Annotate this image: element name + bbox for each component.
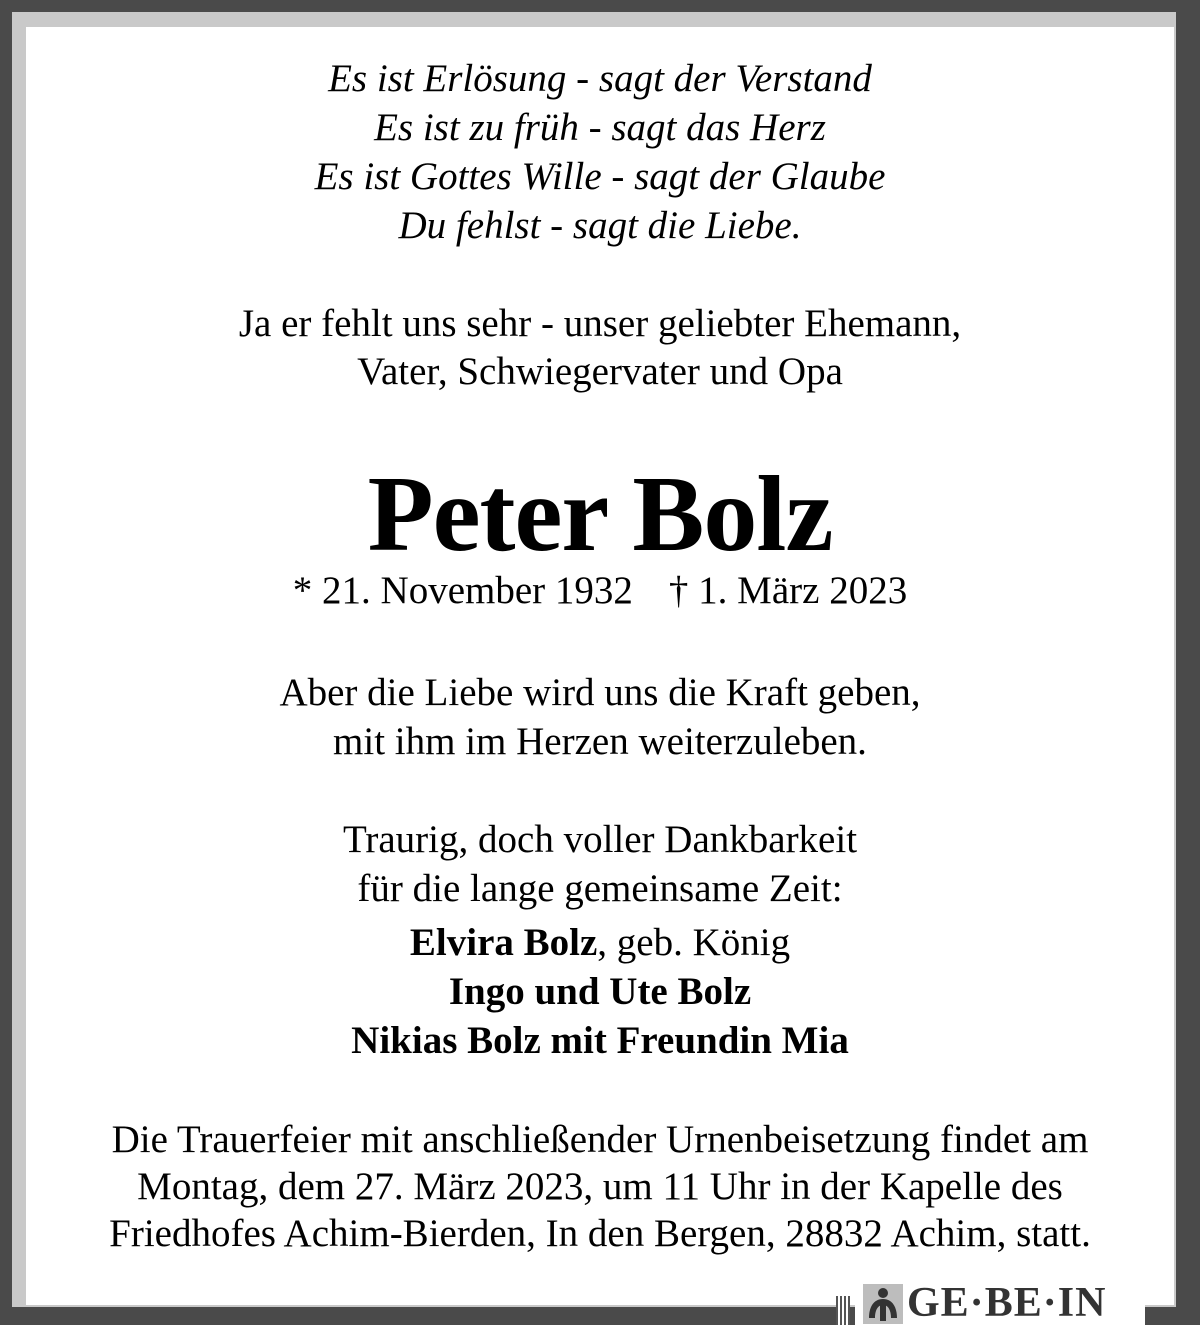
- figure-logo-icon: [863, 1284, 903, 1324]
- comfort-text: [0, 668, 1200, 766]
- family-son: Ingo und Ute Bolz: [448, 970, 752, 1013]
- service-line: Friedhofes Achim-Bierden, In den Bergen, 28832 Achim, statt.: [109, 1212, 1091, 1255]
- service-line: Montag, dem 27. März 2023, um 11 Uhr in der Kapelle des: [137, 1165, 1063, 1208]
- wife-suffix: , geb. König: [597, 921, 791, 964]
- deceased-name: Peter Bolz: [367, 455, 833, 574]
- intro-line: Vater, Schwiegervater und Opa: [357, 350, 843, 393]
- death-date: † 1. März 2023: [668, 569, 908, 612]
- poem-line: Du fehlst - sagt die Liebe.: [398, 204, 802, 247]
- logo-stripes: [836, 1296, 850, 1325]
- family-list: [0, 918, 1200, 1065]
- comfort-line: Aber die Liebe wird uns die Kraft geben,: [279, 671, 921, 714]
- poem: [0, 54, 1200, 250]
- family-grandson: Nikias Bolz mit Freundin Mia: [351, 1019, 849, 1062]
- intro-line: Ja er fehlt uns sehr - unser geliebter Ehemann,: [238, 302, 962, 345]
- poem-line: Es ist Erlösung - sagt der Verstand: [328, 57, 872, 100]
- birth-date: * 21. November 1932: [292, 569, 633, 612]
- comfort-line: mit ihm im Herzen weiterzuleben.: [333, 720, 867, 763]
- service-line: Die Trauerfeier mit anschließender Urnenbeisetzung findet am: [111, 1118, 1089, 1161]
- poem-line: Es ist zu früh - sagt das Herz: [374, 106, 826, 149]
- publisher-logo: [855, 1282, 1145, 1325]
- logo-text: GE·BE·IN: [907, 1280, 1107, 1326]
- mourners-line: Traurig, doch voller Dankbarkeit: [342, 818, 858, 861]
- service-info: [0, 1116, 1200, 1257]
- family-wife: [0, 918, 1200, 967]
- wife-name: Elvira Bolz: [409, 921, 598, 964]
- poem-line: Es ist Gottes Wille - sagt der Glaube: [314, 155, 886, 198]
- intro-text: [0, 300, 1200, 396]
- mourners-intro: [0, 815, 1200, 913]
- mourners-line: für die lange gemeinsame Zeit:: [357, 867, 843, 910]
- life-dates: [0, 567, 1200, 615]
